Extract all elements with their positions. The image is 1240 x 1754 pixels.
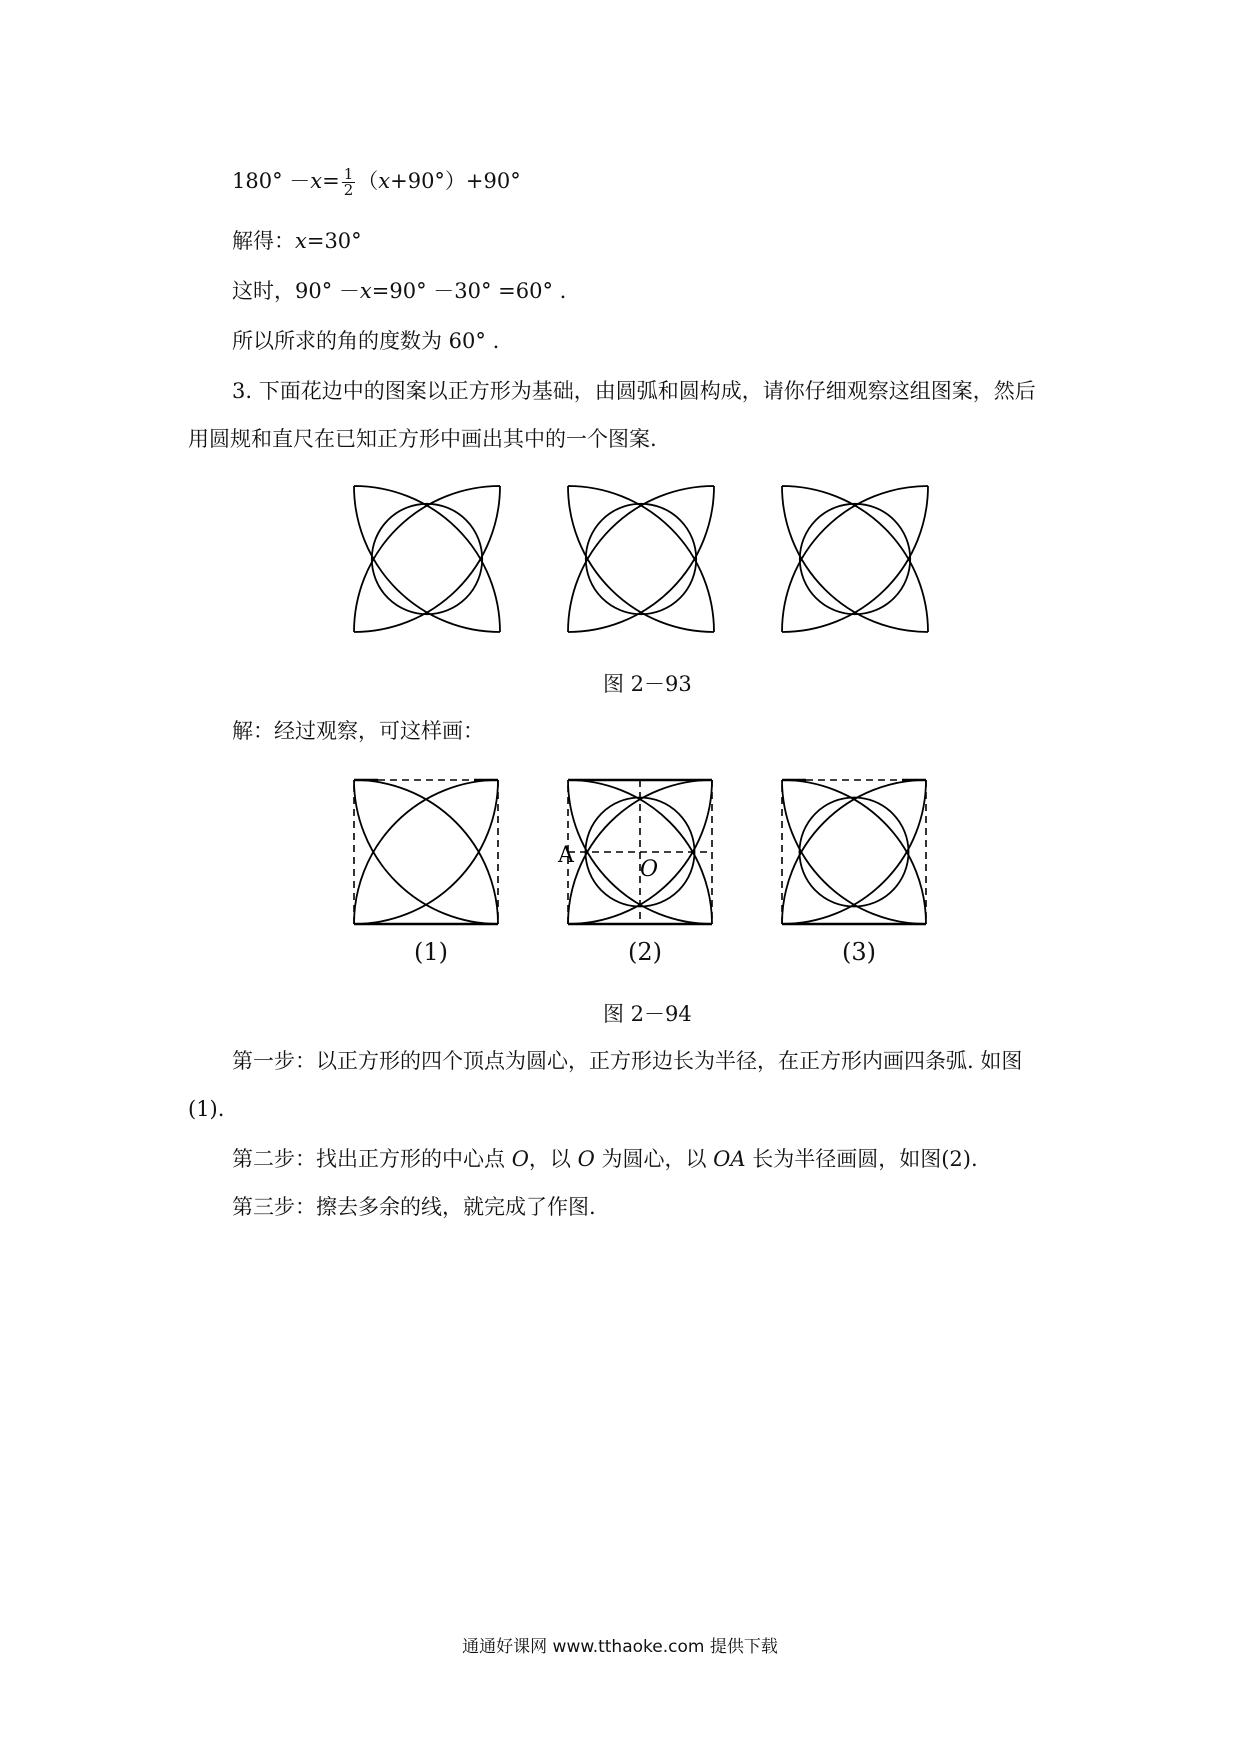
step-2-text-a: 第二步：找出正方形的中心点 — [232, 1147, 512, 1171]
step-1-line-1: 第一步：以正方形的四个顶点为圆心，正方形边长为半径，在正方形内画四条弧. 如图 — [232, 1049, 1023, 1073]
pattern-3 — [782, 486, 928, 632]
var-x: x — [378, 169, 391, 193]
figure-2-93 — [340, 478, 940, 642]
construction-2 — [557, 780, 712, 924]
equation-right: +90°）+90° — [390, 169, 521, 193]
fraction-numerator: 1 — [343, 165, 354, 183]
var-x: x — [310, 169, 323, 193]
footer-credit: 通通好课网 www.tthaoke.com 提供下载 — [462, 1637, 778, 1657]
figure-2-94 — [340, 770, 940, 930]
point-o-label: O — [640, 857, 659, 882]
then-line — [232, 276, 566, 306]
answer-line: 所以所求的角的度数为 60° . — [232, 329, 500, 353]
solve-value: =30° — [306, 229, 362, 253]
segment-oa-ref: OA — [713, 1147, 746, 1171]
step-1-line-2: (1). — [188, 1097, 225, 1121]
fraction-half — [342, 167, 356, 198]
sub-label-1: (1) — [414, 938, 448, 966]
solution-intro: 解：经过观察，可这样画： — [232, 719, 484, 743]
var-x: x — [359, 279, 372, 303]
fraction-denominator: 2 — [343, 181, 354, 199]
equation-line — [232, 166, 521, 198]
point-o-ref: O — [577, 1147, 595, 1171]
figure-2-94-caption: 图 2－94 — [603, 1002, 692, 1026]
construction-1 — [354, 780, 498, 924]
step-2-text-b: ，以 — [528, 1147, 578, 1171]
point-a-label: A — [558, 843, 574, 868]
open-paren: （ — [357, 169, 379, 193]
step-3-line: 第三步：擦去多余的线，就完成了作图. — [232, 1195, 596, 1219]
var-x: x — [295, 229, 307, 253]
figure-2-93-caption: 图 2－93 — [603, 672, 692, 696]
sub-label-3: (3) — [842, 938, 876, 966]
problem-line-1: 3. 下面花边中的图案以正方形为基础，由圆弧和圆构成，请你仔细观察这组图案，然后 — [232, 379, 1036, 403]
equals-sign: = — [322, 169, 340, 193]
step-2-text-c: 为圆心，以 — [594, 1147, 714, 1171]
then-left: 这时，90° － — [232, 279, 360, 303]
point-o-ref: O — [511, 1147, 529, 1171]
construction-3 — [782, 780, 926, 924]
equation-left: 180° － — [232, 169, 311, 193]
solve-prefix: 解得： — [232, 229, 295, 253]
pattern-1 — [354, 486, 500, 632]
solve-line — [232, 226, 362, 256]
pattern-2 — [568, 486, 714, 632]
then-right: =90° －30° =60° . — [371, 279, 567, 303]
problem-line-2: 用圆规和直尺在已知正方形中画出其中的一个图案. — [188, 427, 657, 451]
step-2-line — [232, 1144, 978, 1174]
sub-label-2: (2) — [628, 938, 662, 966]
step-2-text-d: 长为半径画圆，如图(2). — [745, 1147, 978, 1171]
